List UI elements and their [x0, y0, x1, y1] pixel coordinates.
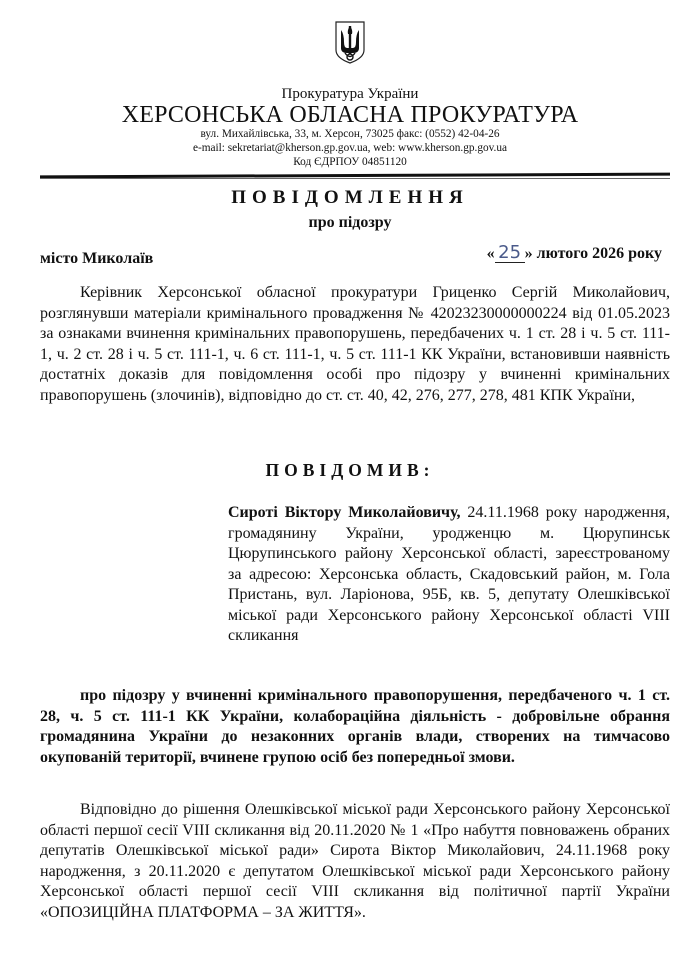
org-name: ХЕРСОНСЬКА ОБЛАСНА ПРОКУРАТУРА: [121, 102, 579, 128]
city: місто Миколаїв: [40, 250, 154, 267]
document-title: ПОВІДОМЛЕННЯ: [231, 187, 469, 208]
notified-heading: ПОВІДОМИВ:: [265, 460, 435, 480]
document-subtitle: про підозру: [308, 214, 392, 231]
org-code: Код ЄДРПОУ 04851120: [293, 156, 407, 168]
header-divider-thin: [40, 178, 670, 179]
org-address: вул. Михайлівська, 33, м. Херсон, 73025 факс: (0552) 42-04-26: [200, 128, 500, 140]
intro-paragraph: Керівник Херсонської обласної прокуратури Гриценко Сергій Миколайович, розглянувши матеріали кримінального провадження № 42023230000000224 від 01.05.2023 за ознаками вчинення кримінальних правопорушень, передбачених ч. 1 ст. 28 і ч. 5 ст. 111-1, ч. 2 ст. 28 і ч. 5 ст. 111-1, ч. 6 ст. 111-1, ч. 5 ст. 111-1 КК України, встановивши наявність достатніх доказів для повідомлення особі про підозру у вчиненні кримінальних правопорушень (злочинів), відповідно до ст. ст. 40, 42, 276, 277, 278, 481 КПК України,: [40, 284, 670, 404]
date-open-quote: «: [486, 245, 495, 262]
date-rest: » лютого 2026 року: [524, 245, 662, 262]
org-contacts: e-mail: sekretariat@kherson.gp.gov.ua, web: www.kherson.gp.gov.ua: [192, 142, 508, 154]
date-day-handwritten: 25: [495, 244, 525, 263]
document-date: [487, 244, 662, 263]
facts-paragraph: Відповідно до рішення Олешківської міської ради Херсонського району Херсонської області першої сесії VIII скликання від 20.11.2020 № 1 «Про набуття повноважень обраних депутатів Олешківської міської ради» Сирота Віктор Миколайович, 24.11.1968 року народження, з 20.11.2020 є депутатом Олешківської міської ради Херсонського району Херсонської області першої сесії VIII скликання від політичної партії України «ОПОЗИЦІЙНА ПЛАТФОРМА – ЗА ЖИТТЯ».: [40, 801, 670, 921]
suspicion-paragraph: про підозру у вчиненні кримінального правопорушення, передбаченого ч. 1 ст. 28, ч. 5 ст. 111-1 КК України, колабораційна діяльність - добровільне обрання громадянина України до незаконних органів влади, створених на тимчасово окупованій території, вчинене групою осіб без попередньої змови.: [40, 687, 670, 766]
trident-coat-of-arms-icon: [334, 20, 366, 65]
suspect-details: 24.11.1968 року народження, громадянину України, уродженцю м. Цюрупинськ Цюрупинського району Херсонської області, зареєстрованому за адресою: Херсонська область, Скадовський район, м. Гола Пристань, вул. Ларіонова, 95Б, кв. 5, депутату Олешківської міської ради Херсонського району Херсонської області VIII скликання: [228, 504, 670, 644]
org-parent: Прокуратура України: [281, 86, 419, 102]
suspect-name: Сироті Віктору Миколайовичу,: [228, 504, 461, 521]
suspect-paragraph: [228, 503, 670, 647]
